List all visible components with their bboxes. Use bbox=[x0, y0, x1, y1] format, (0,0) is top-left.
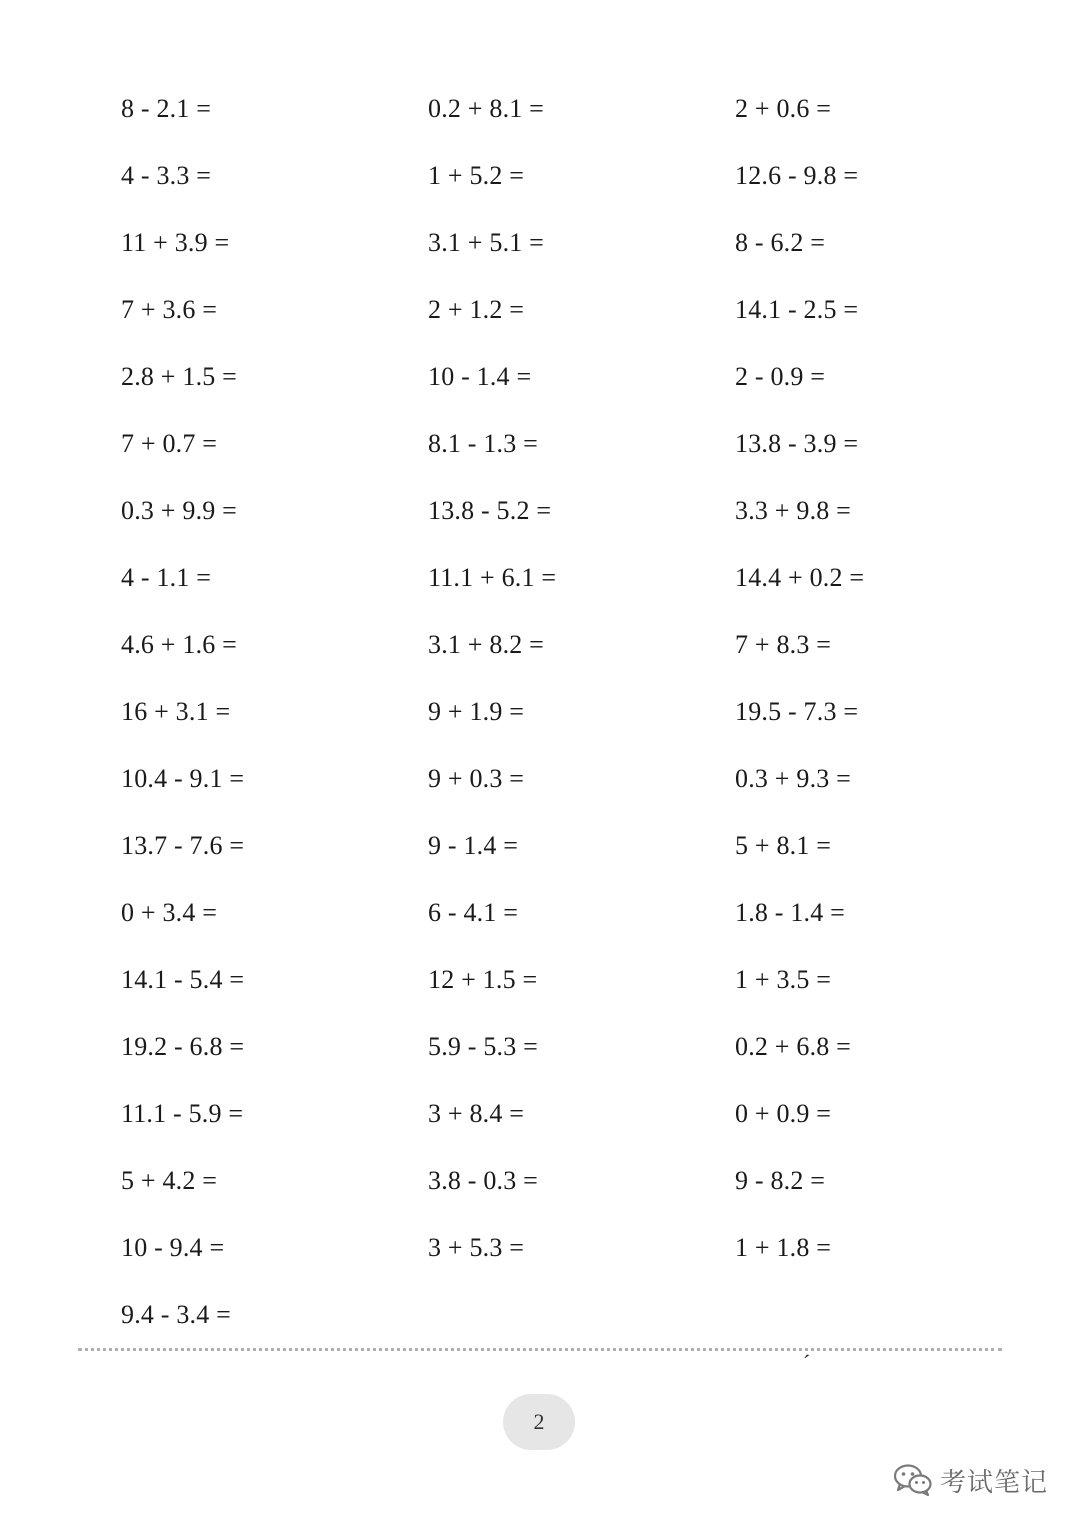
page-number-badge bbox=[503, 1394, 575, 1450]
problem-item: 5.9 - 5.3 = bbox=[428, 1032, 539, 1061]
problem-item: 14.1 - 5.4 = bbox=[121, 965, 245, 994]
problem-item: 8 - 6.2 = bbox=[735, 228, 826, 257]
problem-item: 7 + 8.3 = bbox=[735, 630, 832, 659]
problem-item: 0.3 + 9.9 = bbox=[121, 496, 238, 525]
problem-item: 1 + 1.8 = bbox=[735, 1233, 832, 1262]
problem-item: 11 + 3.9 = bbox=[121, 228, 230, 257]
problem-item: 13.7 - 7.6 = bbox=[121, 831, 245, 860]
problem-item: 3.1 + 8.2 = bbox=[428, 630, 545, 659]
problem-item: 6 - 4.1 = bbox=[428, 898, 519, 927]
problem-item: 4.6 + 1.6 = bbox=[121, 630, 238, 659]
problem-item: 4 - 1.1 = bbox=[121, 563, 212, 592]
problem-item: 3.8 - 0.3 = bbox=[428, 1166, 539, 1195]
problem-item: 13.8 - 5.2 = bbox=[428, 496, 552, 525]
problem-item: 8.1 - 1.3 = bbox=[428, 429, 539, 458]
problem-item: 2 + 1.2 = bbox=[428, 295, 525, 324]
problem-item: 3 + 5.3 = bbox=[428, 1233, 525, 1262]
problem-item: 0.2 + 6.8 = bbox=[735, 1032, 852, 1061]
problem-item: 1 + 5.2 = bbox=[428, 161, 525, 190]
problem-item: 13.8 - 3.9 = bbox=[735, 429, 859, 458]
problem-item: 11.1 + 6.1 = bbox=[428, 563, 557, 592]
problem-item: 12 + 1.5 = bbox=[428, 965, 538, 994]
problem-item: 9.4 - 3.4 = bbox=[121, 1300, 232, 1329]
problem-item: 16 + 3.1 = bbox=[121, 697, 231, 726]
wechat-icon bbox=[892, 1462, 934, 1498]
problem-item: 9 - 8.2 = bbox=[735, 1166, 826, 1195]
problem-item: 12.6 - 9.8 = bbox=[735, 161, 859, 190]
problem-item: 9 + 1.9 = bbox=[428, 697, 525, 726]
problem-item: 10 - 9.4 = bbox=[121, 1233, 225, 1262]
problem-item: 9 - 1.4 = bbox=[428, 831, 519, 860]
watermark-text: 考试笔记 bbox=[940, 1467, 1049, 1498]
problem-item: 1.8 - 1.4 = bbox=[735, 898, 846, 927]
problem-item: 14.1 - 2.5 = bbox=[735, 295, 859, 324]
problem-item: 7 + 0.7 = bbox=[121, 429, 218, 458]
problem-item: 2 + 0.6 = bbox=[735, 94, 832, 123]
watermark bbox=[892, 1458, 1048, 1502]
problem-item: 2.8 + 1.5 = bbox=[121, 362, 238, 391]
problem-item: 10.4 - 9.1 = bbox=[121, 764, 245, 793]
problem-item: 5 + 4.2 = bbox=[121, 1166, 218, 1195]
problem-item: 19.2 - 6.8 = bbox=[121, 1032, 245, 1061]
problem-item: 8 - 2.1 = bbox=[121, 94, 212, 123]
problem-item: 9 + 0.3 = bbox=[428, 764, 525, 793]
problem-item: 1 + 3.5 = bbox=[735, 965, 832, 994]
problem-item: 19.5 - 7.3 = bbox=[735, 697, 859, 726]
problem-item: 5 + 8.1 = bbox=[735, 831, 832, 860]
problem-item: 3.1 + 5.1 = bbox=[428, 228, 545, 257]
problem-item: 3 + 8.4 = bbox=[428, 1099, 525, 1128]
problem-item: 0.2 + 8.1 = bbox=[428, 94, 545, 123]
problem-item: 11.1 - 5.9 = bbox=[121, 1099, 244, 1128]
dotted-divider bbox=[78, 1348, 1002, 1351]
problem-item: 14.4 + 0.2 = bbox=[735, 563, 865, 592]
problem-item: 4 - 3.3 = bbox=[121, 161, 212, 190]
problem-item: 7 + 3.6 = bbox=[121, 295, 218, 324]
problem-item: 10 - 1.4 = bbox=[428, 362, 532, 391]
problem-item: 3.3 + 9.8 = bbox=[735, 496, 852, 525]
problem-item: 0 + 3.4 = bbox=[121, 898, 218, 927]
problem-item: 0 + 0.9 = bbox=[735, 1099, 832, 1128]
problem-item: 0.3 + 9.3 = bbox=[735, 764, 852, 793]
stray-mark: ˊ bbox=[803, 1350, 811, 1375]
problem-item: 2 - 0.9 = bbox=[735, 362, 826, 391]
page-number: 2 bbox=[533, 1409, 545, 1434]
